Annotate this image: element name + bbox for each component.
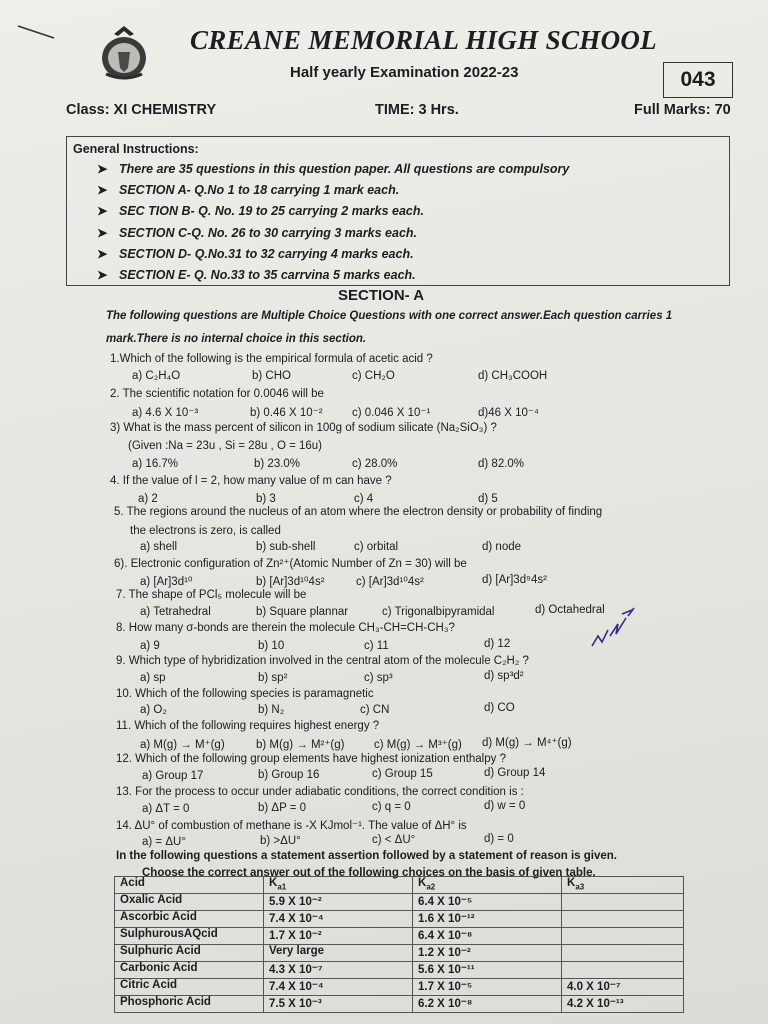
section-intro: mark.There is no internal choice in this section. [106, 333, 367, 345]
question-5-cont: the electrons is zero, is called [130, 525, 281, 537]
instruction-item: ➤ SECTION D- Q.No.31 to 32 carrying 4 marks each. [97, 247, 414, 261]
option-c: c) 28.0% [352, 458, 398, 470]
option-c: c) 11 [364, 640, 389, 652]
question-13: 13. For the process to occur under adiabatic conditions, the correct condition is : [116, 786, 524, 798]
option-b: b) M(g) → M²⁺(g) [256, 739, 345, 751]
column-header: Acid [115, 877, 264, 894]
question-4: 4. If the value of l = 2, how many value of m can have ? [110, 475, 392, 487]
question-3-given: (Given :Na = 23u , Si = 28u , O = 16u) [128, 440, 323, 452]
arrow-icon: ➤ [97, 204, 108, 218]
option-d: d) node [482, 541, 522, 553]
option-c: c) q = 0 [372, 801, 411, 813]
option-d: d) CO [484, 702, 515, 714]
option-b: b) Square plannar [256, 606, 349, 618]
option-b: b) sub-shell [256, 541, 316, 553]
paper-code: 043 [663, 62, 733, 98]
option-d: d)46 X 10⁻⁴ [478, 407, 539, 419]
option-a: a) 16.7% [132, 458, 179, 470]
option-d: d) [Ar]3d⁹4s² [482, 574, 548, 586]
option-a: a) Tetrahedral [140, 606, 211, 618]
option-c: c) orbital [354, 541, 399, 553]
option-d: d) w = 0 [484, 800, 526, 812]
pen-stroke [16, 22, 56, 42]
table-row: Carbonic Acid 4.3 X 10⁻⁷ 5.6 X 10⁻¹¹ [115, 962, 684, 979]
instruction-item: ➤ SECTION C-Q. No. 26 to 30 carrying 3 marks each. [97, 226, 418, 240]
question-10: 10. Which of the following species is paramagnetic [116, 688, 374, 700]
table-row: Ascorbic Acid 7.4 X 10⁻⁴ 1.6 X 10⁻¹² [115, 911, 684, 928]
question-1: 1.Which of the following is the empirical formula of acetic acid ? [110, 353, 433, 365]
option-d: d) Octahedral [535, 604, 605, 616]
column-header: $K_{a3}$ [562, 877, 684, 894]
column-header: $K_{a2}$ [413, 877, 562, 894]
option-d: d) 5 [478, 493, 498, 505]
option-c: c) CH₂O [352, 370, 395, 382]
school-crest-icon [100, 24, 148, 82]
arrow-icon: ➤ [97, 247, 108, 261]
table-row: Sulphuric Acid Very large 1.2 X 10⁻² [115, 945, 684, 962]
option-a: a) = ΔU° [142, 836, 186, 848]
option-c: c) < ΔU° [372, 834, 416, 846]
class-label: Class: XI CHEMISTRY [66, 102, 217, 118]
option-a: a) 9 [140, 640, 160, 652]
option-a: a) 4.6 X 10⁻³ [132, 407, 199, 419]
question-3: 3) What is the mass percent of silicon in 100g of sodium silicate (Na₂SiO₃) ? [110, 422, 497, 434]
option-a: a) O₂ [140, 704, 167, 716]
question-6: 6). Electronic configuration of Zn²⁺(Atomic Number of Zn = 30) will be [114, 558, 467, 570]
assertion-instructions: In the following questions a statement assertion followed by a statement of reason is given. [116, 850, 617, 862]
time-label: TIME: 3 Hrs. [375, 102, 459, 118]
option-b: b) sp² [258, 672, 288, 684]
question-11: 11. Which of the following requires highest energy ? [116, 720, 380, 732]
table-header-row [115, 877, 684, 894]
option-d: d) Group 14 [484, 767, 546, 779]
option-b: b) >ΔU° [260, 835, 301, 847]
question-2: 2. The scientific notation for 0.0046 will be [110, 388, 324, 400]
table-row: Oxalic Acid 5.9 X 10⁻² 6.4 X 10⁻⁵ [115, 894, 684, 911]
school-name: CREANE MEMORIAL HIGH SCHOOL [190, 25, 657, 55]
option-c: c) 0.046 X 10⁻¹ [352, 407, 431, 419]
option-d: d) sp³d² [484, 670, 524, 682]
option-a: a) M(g) → M⁺(g) [140, 739, 225, 751]
option-c: c) sp³ [364, 672, 393, 684]
question-12: 12. Which of the following group elements have highest ionization enthalpy ? [116, 753, 506, 765]
option-b: b) Group 16 [258, 769, 320, 781]
option-a: a) shell [140, 541, 178, 553]
exam-title: Half yearly Examination 2022-23 [290, 64, 519, 81]
option-d: d) 82.0% [478, 458, 525, 470]
full-marks-label: Full Marks: 70 [634, 102, 731, 118]
assertion-instructions: Choose the correct answer out of the following choices on the basis of given table. [142, 867, 596, 879]
option-d: d) = 0 [484, 833, 514, 845]
option-b: b) CHO [252, 370, 291, 382]
question-7: 7. The shape of PCl₅ molecule will be [116, 589, 307, 601]
table-row: SulphurousAQcid 1.7 X 10⁻² 6.4 X 10⁻⁸ [115, 928, 684, 945]
option-a: a) Group 17 [142, 770, 204, 782]
question-14: 14. ΔU° of combustion of methane is -X KJmol⁻¹. The value of ΔH° is [116, 820, 467, 832]
question-9: 9. Which type of hybridization involved in the central atom of the molecule C₂H₂ ? [116, 655, 529, 667]
option-a: a) [Ar]3d¹⁰ [140, 576, 193, 588]
option-a: a) ΔT = 0 [142, 803, 190, 815]
column-header: $K_{a1}$ [264, 877, 413, 894]
option-a: a) sp [140, 672, 166, 684]
option-b: b) ΔP = 0 [258, 802, 307, 814]
question-8: 8. How many σ-bonds are therein the molecule CH₃-CH=CH-CH₃? [116, 622, 455, 634]
table-row: Citric Acid 7.4 X 10⁻⁴ 1.7 X 10⁻⁵ 4.0 X 10⁻⁷ [115, 979, 684, 996]
general-instructions-box [66, 136, 730, 286]
option-d: d) CH₃COOH [478, 370, 548, 382]
acid-dissociation-table [114, 876, 684, 1013]
option-c: c) 4 [354, 493, 374, 505]
question-5: 5. The regions around the nucleus of an atom where the electron density or probability of finding [114, 506, 603, 518]
option-c: c) Trigonalbipyramidal [382, 606, 495, 618]
section-intro: The following questions are Multiple Choice Questions with one correct answer.Each question carries 1 [106, 310, 673, 322]
option-d: d) M(g) → M⁴⁺(g) [482, 737, 572, 749]
handwritten-scribble-icon [588, 606, 636, 652]
section-a-title: SECTION- A [338, 287, 425, 304]
arrow-icon: ➤ [97, 162, 108, 176]
arrow-icon: ➤ [97, 183, 108, 197]
option-b: b) 23.0% [254, 458, 301, 470]
option-c: c) CN [360, 704, 390, 716]
instruction-item: ➤ SEC TION B- Q. No. 19 to 25 carrying 2 marks each. [97, 204, 424, 218]
instruction-item: ➤ SECTION A- Q.No 1 to 18 carrying 1 mark each. [97, 183, 400, 197]
option-b: b) 0.46 X 10⁻² [250, 407, 323, 419]
arrow-icon: ➤ [97, 268, 108, 282]
instruction-item: ➤ There are 35 questions in this question paper. All questions are compulsory [97, 162, 570, 176]
option-c: c) M(g) → M³⁺(g) [374, 739, 462, 751]
instruction-item: ➤ SECTION E- Q. No.33 to 35 carrvina 5 marks each. [97, 268, 416, 282]
option-b: b) 10 [258, 640, 285, 652]
table-row: Phosphoric Acid 7.5 X 10⁻³ 6.2 X 10⁻⁸ 4.2 X 10⁻¹³ [115, 996, 684, 1013]
option-b: b) N₂ [258, 704, 285, 716]
option-c: c) Group 15 [372, 768, 433, 780]
instructions-title: General Instructions: [73, 142, 199, 156]
option-a: a) C₂H₄O [132, 370, 181, 382]
arrow-icon: ➤ [97, 226, 108, 240]
option-b: b) 3 [256, 493, 276, 505]
option-c: c) [Ar]3d¹⁰4s² [356, 576, 424, 588]
option-a: a) 2 [138, 493, 158, 505]
option-b: b) [Ar]3d¹⁰4s² [256, 576, 325, 588]
option-d: d) 12 [484, 638, 511, 650]
